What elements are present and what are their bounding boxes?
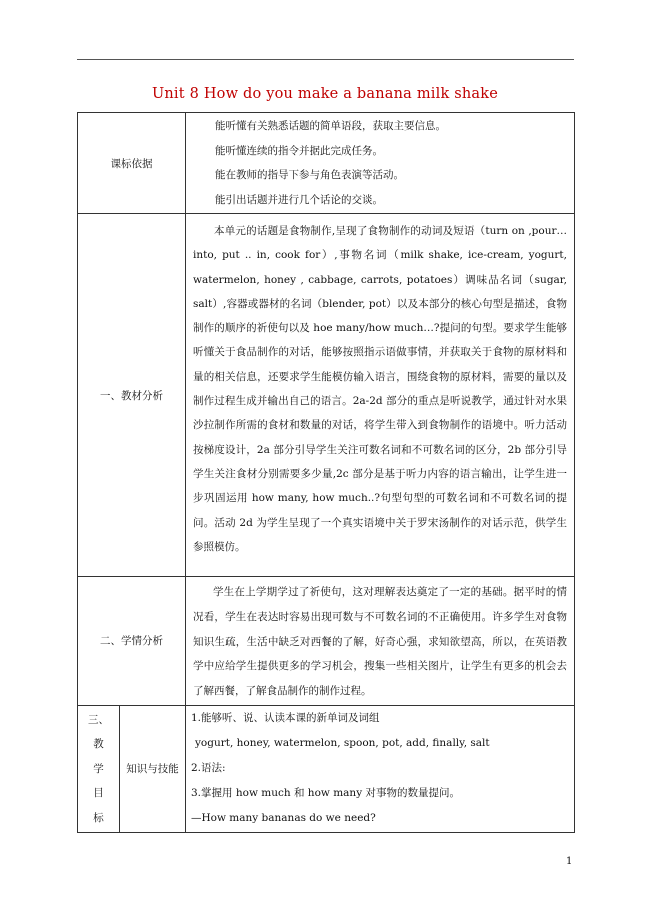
goals-label-char: 目: [93, 787, 104, 800]
header-rule: [77, 59, 574, 60]
goals-line: 1.能够听、说、认读本课的新单词及词组: [191, 711, 380, 724]
goals-sub-label: 知识与技能: [120, 705, 186, 832]
standards-item: 能引出话题并进行几个话论的交谈。: [215, 193, 383, 206]
goals-line: 2.语法:: [191, 761, 226, 774]
lesson-plan-table: [77, 112, 575, 833]
students-text: 学生在上学期学过了祈使句，这对理解表达奠定了一定的基础。据平时的情况看，学生在表达时容易出现可数与不可数名词的不正确使用。许多学生对食物知识生疏，生活中缺乏对西餐的了解，好奇心强，求知欲望高，所以，在英语教学中应给学生提供更多的学习机会，搜集一些相关图片，让学生有更多的机会去了解西餐，了解食品制作的制作过程。: [193, 586, 567, 698]
students-label: 二、学情分析: [78, 577, 186, 706]
material-label: 一、教材分析: [78, 214, 186, 577]
standards-content: [186, 113, 575, 214]
material-content: [186, 214, 575, 577]
goals-content: [186, 705, 575, 832]
standards-label: 课标依据: [78, 113, 186, 214]
goals-line: —How many bananas do we need?: [191, 811, 376, 824]
standards-row: [78, 113, 575, 214]
standards-item: 能听懂有关熟悉话题的简单语段，获取主要信息。: [215, 120, 446, 132]
goals-row: [78, 705, 575, 832]
page-title: Unit 8 How do you make a banana milk shake: [151, 86, 499, 102]
standards-item: 能听懂连续的指令并据此完成任务。: [215, 144, 383, 157]
page-number: 1: [566, 856, 573, 867]
students-row: [78, 577, 575, 706]
standards-item: 能在教师的指导下参与角色表演等活动。: [215, 169, 404, 181]
goals-label-char: 三、: [88, 713, 109, 726]
goals-label-char: 学: [93, 762, 104, 775]
goals-line: 3.掌握用 how much 和 how many 对事物的数量提问。: [191, 786, 460, 799]
goals-label-char: 标: [93, 811, 104, 824]
goals-label-char: 教: [93, 738, 104, 751]
material-text: 本单元的话题是食物制作,呈现了食物制作的动词及短语（turn on ,pour…into, put .. in, cook for）,事物名词（milk shake, ice-cream, yogurt, watermelon, honey , cabbage, carrots, potatoes）调味品名词（sugar, salt）,容器或器材的名词（blender, pot）以及本部分的核心句型是描述，食物制作的顺序的祈使句以及 hoe many/how much…?提问的句型。要求学生能够听懂关于食品制作的对话，能够按照指示语做事情，并获取关于食物的原材料和量的相关信息，还要求学生能模仿输入语言，围绕食物的原材料，需要的量以及制作过程生成并输出自己的语言。2a-2d 部分的重点是听说教学，通过针对水果沙拉制作所需的食材和数量的对话，将学生带入到食物制作的语境中。听力活动按梯度设计，2a 部分引导学生关注可数名词和不可数名词的区分，2b 部分引导学生关注食材分别需要多少量,2c 部分是基于听力内容的语言输出，让学生进一步巩固运用 how many, how much..?句型句型的可数名词和不可数名词的提问。活动 2d 为学生呈现了一个真实语境中关于罗宋汤制作的对话示范，供学生参照模仿。: [193, 225, 567, 553]
students-content: [186, 577, 575, 706]
goals-label: [78, 705, 120, 832]
material-row: [78, 214, 575, 577]
goals-line: yogurt, honey, watermelon, spoon, pot, add, finally, salt: [195, 736, 490, 749]
